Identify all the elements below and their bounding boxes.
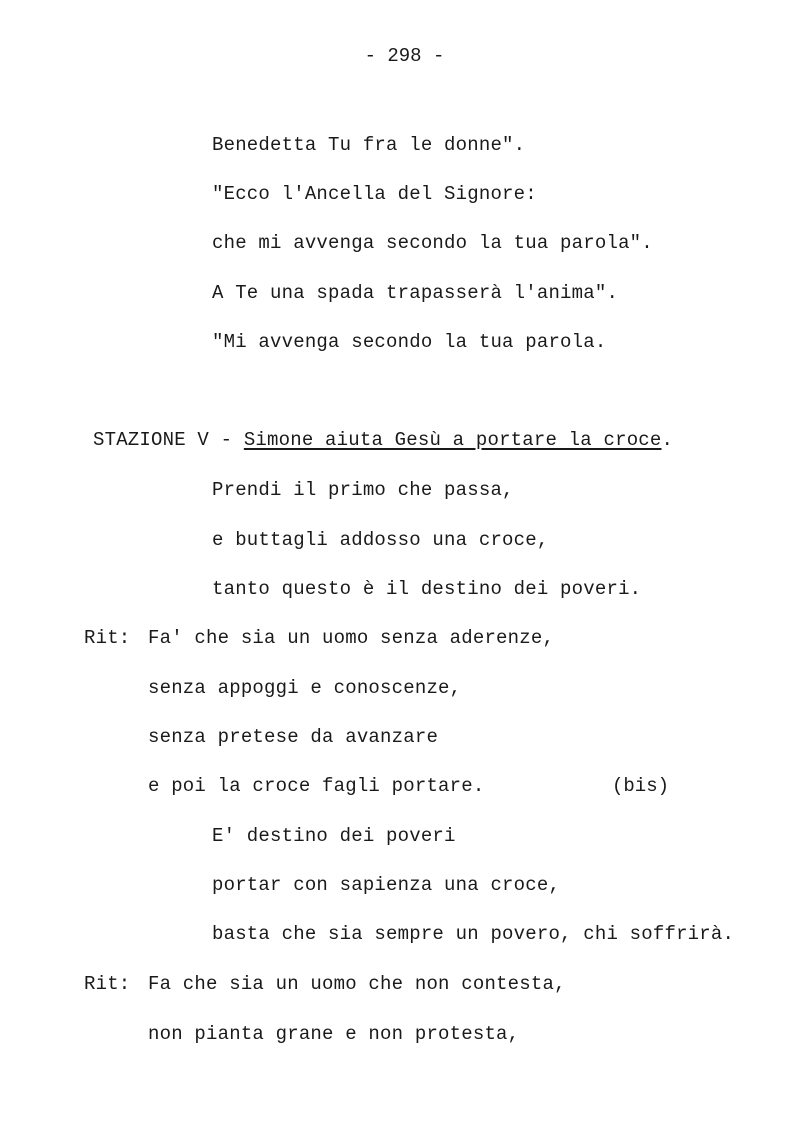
verse-line: "Ecco l'Ancella del Signore:	[212, 183, 537, 205]
refrain-label: Rit:	[84, 973, 131, 995]
verse-line: Benedetta Tu fra le donne".	[212, 134, 526, 156]
refrain-line: non pianta grane e non protesta,	[148, 1023, 520, 1045]
verse-line: A Te una spada trapasserà l'anima".	[212, 282, 619, 304]
verse-line: Prendi il primo che passa,	[212, 479, 514, 501]
station-end: .	[661, 429, 674, 451]
refrain-line: Fa' che sia un uomo senza aderenze,	[148, 627, 555, 649]
verse-line: "Mi avvenga secondo la tua parola.	[212, 331, 607, 353]
refrain-line: e poi la croce fagli portare.	[148, 775, 485, 797]
station-title: Simone aiuta Gesù a portare la croce	[243, 429, 662, 451]
verse-line: che mi avvenga secondo la tua parola".	[212, 232, 653, 254]
bis-marker: (bis)	[612, 775, 670, 797]
refrain-label: Rit:	[84, 627, 131, 649]
verse-line: basta che sia sempre un povero, chi soffrirà.	[212, 923, 735, 945]
station-label: STAZIONE V -	[93, 429, 244, 451]
refrain-line: senza appoggi e conoscenze,	[148, 677, 462, 699]
verse-line: tanto questo è il destino dei poveri.	[212, 578, 642, 600]
page-number: - 298 -	[364, 45, 445, 67]
verse-line: portar con sapienza una croce,	[212, 874, 561, 896]
refrain-line: Fa che sia un uomo che non contesta,	[148, 973, 566, 995]
verse-line: e buttagli addosso una croce,	[212, 529, 549, 551]
station-heading	[93, 428, 673, 452]
verse-line: E' destino dei poveri	[212, 825, 456, 847]
refrain-line: senza pretese da avanzare	[148, 726, 439, 748]
